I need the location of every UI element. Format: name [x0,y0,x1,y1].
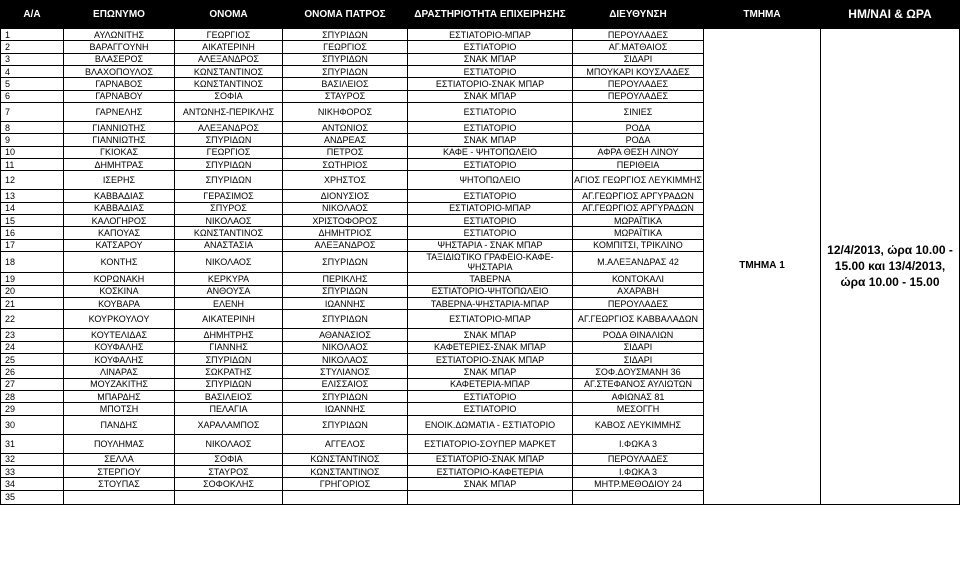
cell-aa: 5 [1,78,64,90]
cell-surname [64,490,175,504]
cell-name: ΣΟΦΙΑ [175,90,283,102]
cell-aa: 13 [1,190,64,202]
cell-activity: ΕΣΤΙΑΤΟΡΙΟ-ΣΝΑΚ ΜΠΑΡ [408,453,573,465]
header-father: ΟΝΟΜΑ ΠΑΤΡΟΣ [283,1,408,29]
cell-father: ΙΩΑΝΝΗΣ [283,297,408,309]
cell-surname: ΓΑΡΝΑΒΟΣ [64,78,175,90]
cell-father: ΣΤΑΥΡΟΣ [283,90,408,102]
cell-aa: 29 [1,403,64,415]
cell-activity: ΕΣΤΙΑΤΟΡΙΟ [408,215,573,227]
cell-address: ΑΓ.ΓΕΩΡΓΙΟΣ ΑΡΓΥΡΑΔΩΝ [573,202,704,214]
cell-activity: ΕΝΟΙΚ.ΔΩΜΑΤΙΑ - ΕΣΤΙΑΤΟΡΙΟ [408,415,573,434]
cell-name: ΣΩΚΡΑΤΗΣ [175,366,283,378]
cell-activity: ΕΣΤΙΑΤΟΡΙΟ [408,122,573,134]
cell-surname: ΚΑΠΟΥΑΣ [64,227,175,239]
cell-name: ΣΠΥΡΙΔΩΝ [175,134,283,146]
cell-address: ΜΠΟΥΚΑΡΙ ΚΟΥΣΛΑΔΕΣ [573,66,704,78]
cell-activity: ΕΣΤΙΑΤΟΡΙΟ [408,159,573,171]
cell-aa: 7 [1,103,64,122]
cell-activity: ΕΣΤΙΑΤΟΡΙΟ-ΣΟΥΠΕΡ ΜΑΡΚΕΤ [408,434,573,453]
cell-address: ΣΙΔΑΡΙ [573,341,704,353]
cell-aa: 32 [1,453,64,465]
cell-surname: ΚΑΒΒΑΔΙΑΣ [64,190,175,202]
cell-father: ΝΙΚΟΛΑΟΣ [283,341,408,353]
cell-aa: 11 [1,159,64,171]
cell-name [175,490,283,504]
cell-aa: 30 [1,415,64,434]
cell-address: ΠΕΡΟΥΛΑΔΕΣ [573,90,704,102]
cell-father: ΔΗΜΗΤΡΙΟΣ [283,227,408,239]
cell-activity: ΕΣΤΙΑΤΟΡΙΟ [408,403,573,415]
cell-father: ΑΛΕΞΑΝΔΡΟΣ [283,239,408,251]
cell-aa: 33 [1,465,64,477]
header-address: ΔΙΕΥΘΥΝΣΗ [573,1,704,29]
cell-father: ΓΡΗΓΟΡΙΟΣ [283,478,408,490]
table-row [1,29,960,41]
cell-aa: 23 [1,329,64,341]
cell-surname: ΚΑΤΣΑΡΟΥ [64,239,175,251]
cell-aa: 10 [1,146,64,158]
cell-address: ΜΕΣΟΓΓΗ [573,403,704,415]
cell-address: ΑΦΡΑ ΘΕΣΗ ΛΙΝΟΥ [573,146,704,158]
cell-name: ΣΠΥΡΙΔΩΝ [175,159,283,171]
cell-surname: ΚΟΡΩΝΑΚΗ [64,273,175,285]
cell-aa: 9 [1,134,64,146]
cell-father: ΣΤΥΛΙΑΝΟΣ [283,366,408,378]
cell-activity: ΕΣΤΙΑΤΟΡΙΟ-ΣΝΑΚ ΜΠΑΡ [408,78,573,90]
header-surname: ΕΠΩΝΥΜΟ [64,1,175,29]
cell-surname: ΣΤΟΥΠΑΣ [64,478,175,490]
cell-aa: 4 [1,66,64,78]
cell-name: ΑΝΘΟΥΣΑ [175,285,283,297]
cell-father: ΝΙΚΗΦΟΡΟΣ [283,103,408,122]
cell-aa: 15 [1,215,64,227]
cell-name: ΚΕΡΚΥΡΑ [175,273,283,285]
cell-father: ΣΠΥΡΙΔΩΝ [283,390,408,402]
cell-surname: ΚΟΥΡΚΟΥΛΟΥ [64,310,175,329]
cell-aa: 3 [1,53,64,65]
cell-father: ΑΝΤΩΝΙΟΣ [283,122,408,134]
cell-address: ΠΕΡΙΘΕΙΑ [573,159,704,171]
cell-activity: ΤΑΒΕΡΝΑ-ΨΗΣΤΑΡΙΑ-ΜΠΑΡ [408,297,573,309]
cell-activity: ΕΣΤΙΑΤΟΡΙΟ [408,190,573,202]
cell-father: ΑΓΓΕΛΟΣ [283,434,408,453]
cell-address: ΚΑΒΟΣ ΛΕΥΚΙΜΜΗΣ [573,415,704,434]
cell-aa: 26 [1,366,64,378]
cell-address: ΣΙΔΑΡΙ [573,353,704,365]
cell-activity: ΣΝΑΚ ΜΠΑΡ [408,134,573,146]
cell-name: ΣΤΑΥΡΟΣ [175,465,283,477]
cell-father: ΕΛΙΣΣΑΙΟΣ [283,378,408,390]
cell-address: ΠΕΡΟΥΛΑΔΕΣ [573,78,704,90]
cell-activity: ΕΣΤΙΑΤΟΡΙΟ-ΜΠΑΡ [408,202,573,214]
cell-activity: ΣΝΑΚ ΜΠΑΡ [408,53,573,65]
cell-father: ΣΠΥΡΙΔΩΝ [283,310,408,329]
cell-name: ΓΙΑΝΝΗΣ [175,341,283,353]
cell-address: ΣΙΔΑΡΙ [573,53,704,65]
cell-activity: ΕΣΤΙΑΤΟΡΙΟ-ΣΝΑΚ ΜΠΑΡ [408,353,573,365]
cell-name: ΝΙΚΟΛΑΟΣ [175,252,283,273]
header-name: ΟΝΟΜΑ [175,1,283,29]
cell-address: ΑΓ.ΓΕΩΡΓΙΟΣ ΚΑΒΒΑΛΑΔΩΝ [573,310,704,329]
cell-father: ΑΝΔΡΕΑΣ [283,134,408,146]
cell-aa: 16 [1,227,64,239]
cell-name: ΕΛΕΝΗ [175,297,283,309]
cell-activity: ΣΝΑΚ ΜΠΑΡ [408,366,573,378]
cell-father: ΣΠΥΡΙΔΩΝ [283,53,408,65]
cell-surname: ΚΑΛΟΓΗΡΟΣ [64,215,175,227]
cell-aa: 21 [1,297,64,309]
cell-aa: 34 [1,478,64,490]
cell-activity: ΕΣΤΙΑΤΟΡΙΟ-ΜΠΑΡ [408,29,573,41]
cell-father: ΝΙΚΟΛΑΟΣ [283,202,408,214]
cell-surname: ΣΤΕΡΓΙΟΥ [64,465,175,477]
cell-activity [408,490,573,504]
cell-address: ΜΗΤΡ.ΜΕΘΟΔΙΟΥ 24 [573,478,704,490]
cell-name: ΠΕΛΑΓΙΑ [175,403,283,415]
header-department: ΤΜΗΜΑ [704,1,821,29]
header-row [1,1,960,29]
cell-aa: 17 [1,239,64,251]
cell-activity: ΤΑΒΕΡΝΑ [408,273,573,285]
cell-surname: ΚΟΣΚΙΝΑ [64,285,175,297]
cell-address: ΜΩΡΑΪΤΙΚΑ [573,215,704,227]
cell-activity: ΕΣΤΙΑΤΟΡΙΟ [408,66,573,78]
datetime-cell: 12/4/2013, ώρα 10.00 - 15.00 και 13/4/2013, ώρα 10.00 - 15.00 [821,29,960,505]
cell-surname: ΜΠΑΡΔΗΣ [64,390,175,402]
cell-activity: ΕΣΤΙΑΤΟΡΙΟ-ΚΑΦΕΤΕΡΙΑ [408,465,573,477]
cell-activity: ΕΣΤΙΑΤΟΡΙΟ-ΜΠΑΡ [408,310,573,329]
cell-aa: 22 [1,310,64,329]
cell-address: ΡΟΔΑ [573,122,704,134]
department-cell: ΤΜΗΜΑ 1 [704,29,821,505]
cell-name: ΑΛΕΞΑΝΔΡΟΣ [175,53,283,65]
cell-surname: ΣΕΛΛΑ [64,453,175,465]
cell-address: Ι.ΦΩΚΑ 3 [573,434,704,453]
cell-address: ΑΦΙΩΝΑΣ 81 [573,390,704,402]
cell-name: ΑΙΚΑΤΕΡΙΝΗ [175,310,283,329]
header-activity: ΔΡΑΣΤΗΡΙΟΤΗΤΑ ΕΠΙΧΕΙΡΗΣΗΣ [408,1,573,29]
cell-father: ΝΙΚΟΛΑΟΣ [283,353,408,365]
cell-address: ΠΕΡΟΥΛΑΔΕΣ [573,29,704,41]
cell-activity: ΤΑΞΙΔΙΩΤΙΚΟ ΓΡΑΦΕΙΟ-ΚΑΦΕ-ΨΗΣΤΑΡΙΑ [408,252,573,273]
cell-name: ΒΑΣΙΛΕΙΟΣ [175,390,283,402]
cell-activity: ΕΣΤΙΑΤΟΡΙΟ [408,390,573,402]
cell-name: ΣΠΥΡΙΔΩΝ [175,378,283,390]
cell-name: ΑΙΚΑΤΕΡΙΝΗ [175,41,283,53]
cell-aa: 28 [1,390,64,402]
cell-address: ΑΓ.ΓΕΩΡΓΙΟΣ ΑΡΓΥΡΑΔΩΝ [573,190,704,202]
cell-name: ΚΩΝΣΤΑΝΤΙΝΟΣ [175,78,283,90]
cell-name: ΣΟΦΙΑ [175,453,283,465]
cell-aa: 24 [1,341,64,353]
cell-surname: ΑΥΛΩΝΙΤΗΣ [64,29,175,41]
cell-surname: ΚΑΒΒΑΔΙΑΣ [64,202,175,214]
cell-father: ΠΕΡΙΚΛΗΣ [283,273,408,285]
cell-surname: ΙΣΕΡΗΣ [64,171,175,190]
cell-activity: ΨΗΤΟΠΩΛΕΙΟ [408,171,573,190]
cell-address: ΣΙΝΙΕΣ [573,103,704,122]
cell-father: ΓΕΩΡΓΙΟΣ [283,41,408,53]
cell-father: ΣΩΤΗΡΙΟΣ [283,159,408,171]
cell-address [573,490,704,504]
cell-father [283,490,408,504]
cell-surname: ΒΑΡΑΓΓΟΥΝΗ [64,41,175,53]
cell-name: ΓΕΩΡΓΙΟΣ [175,29,283,41]
cell-name: ΑΛΕΞΑΝΔΡΟΣ [175,122,283,134]
cell-address: ΚΟΝΤΟΚΑΛΙ [573,273,704,285]
cell-father: ΑΘΑΝΑΣΙΟΣ [283,329,408,341]
cell-aa: 35 [1,490,64,504]
cell-name: ΣΠΥΡΙΔΩΝ [175,353,283,365]
header-aa: Α/Α [1,1,64,29]
cell-address: ΡΟΔΑ ΘΙΝΑΛΙΩΝ [573,329,704,341]
cell-address: ΑΓ.ΣΤΕΦΑΝΟΣ ΑΥΛΙΩΤΩΝ [573,378,704,390]
cell-aa: 2 [1,41,64,53]
cell-name: ΓΕΩΡΓΙΟΣ [175,146,283,158]
cell-surname: ΓΙΑΝΝΙΩΤΗΣ [64,122,175,134]
cell-father: ΧΡΗΣΤΟΣ [283,171,408,190]
cell-aa: 12 [1,171,64,190]
cell-surname: ΓΑΡΝΕΛΗΣ [64,103,175,122]
cell-address: ΑΧΑΡΑΒΗ [573,285,704,297]
cell-surname: ΠΟΥΛΗΜΑΣ [64,434,175,453]
cell-address: ΡΟΔΑ [573,134,704,146]
cell-name: ΣΠΥΡΟΣ [175,202,283,214]
cell-address: ΜΩΡΑΪΤΙΚΑ [573,227,704,239]
cell-surname: ΓΚΙΟΚΑΣ [64,146,175,158]
cell-address: ΑΓ.ΜΑΤΘΑΙΟΣ [573,41,704,53]
cell-activity: ΕΣΤΙΑΤΟΡΙΟ-ΨΗΤΟΠΩΛΕΙΟ [408,285,573,297]
cell-activity: ΕΣΤΙΑΤΟΡΙΟ [408,41,573,53]
cell-aa: 20 [1,285,64,297]
cell-aa: 27 [1,378,64,390]
cell-father: ΣΠΥΡΙΔΩΝ [283,66,408,78]
cell-surname: ΛΙΝΑΡΑΣ [64,366,175,378]
cell-aa: 1 [1,29,64,41]
cell-surname: ΒΛΑΧΟΠΟΥΛΟΣ [64,66,175,78]
cell-name: ΚΩΝΣΤΑΝΤΙΝΟΣ [175,66,283,78]
cell-father: ΔΙΟΝΥΣΙΟΣ [283,190,408,202]
cell-address: ΣΟΦ.ΔΟΥΣΜΑΝΗ 36 [573,366,704,378]
cell-father: ΧΡΙΣΤΟΦΟΡΟΣ [283,215,408,227]
cell-surname: ΜΠΟΤΣΗ [64,403,175,415]
cell-surname: ΠΑΝΔΗΣ [64,415,175,434]
cell-activity: ΕΣΤΙΑΤΟΡΙΟ [408,103,573,122]
cell-address: Μ.ΑΛΕΞΑΝΔΡΑΣ 42 [573,252,704,273]
cell-name: ΝΙΚΟΛΑΟΣ [175,215,283,227]
cell-father: ΣΠΥΡΙΔΩΝ [283,29,408,41]
cell-name: ΧΑΡΑΛΑΜΠΟΣ [175,415,283,434]
table-body [1,29,960,505]
cell-activity: ΕΣΤΙΑΤΟΡΙΟ [408,227,573,239]
cell-father: ΒΑΣΙΛΕΙΟΣ [283,78,408,90]
cell-surname: ΒΛΑΣΕΡΟΣ [64,53,175,65]
cell-name: ΑΝΤΩΝΗΣ-ΠΕΡΙΚΛΗΣ [175,103,283,122]
cell-name: ΣΟΦΟΚΛΗΣ [175,478,283,490]
cell-name: ΣΠΥΡΙΔΩΝ [175,171,283,190]
cell-aa: 14 [1,202,64,214]
cell-father: ΠΕΤΡΟΣ [283,146,408,158]
cell-name: ΚΩΝΣΤΑΝΤΙΝΟΣ [175,227,283,239]
cell-aa: 25 [1,353,64,365]
cell-aa: 31 [1,434,64,453]
cell-father: ΣΠΥΡΙΔΩΝ [283,285,408,297]
cell-father: ΚΩΝΣΤΑΝΤΙΝΟΣ [283,465,408,477]
cell-activity: ΚΑΦΕΤΕΡΙΑ-ΜΠΑΡ [408,378,573,390]
cell-address: Ι.ΦΩΚΑ 3 [573,465,704,477]
cell-name: ΔΗΜΗΤΡΗΣ [175,329,283,341]
cell-aa: 19 [1,273,64,285]
cell-activity: ΨΗΣΤΑΡΙΑ - ΣΝΑΚ ΜΠΑΡ [408,239,573,251]
cell-surname: ΚΟΥΤΕΛΙΔΑΣ [64,329,175,341]
cell-surname: ΜΟΥΖΑΚΙΤΗΣ [64,378,175,390]
cell-surname: ΚΟΝΤΗΣ [64,252,175,273]
cell-activity: ΣΝΑΚ ΜΠΑΡ [408,329,573,341]
cell-aa: 6 [1,90,64,102]
cell-surname: ΚΟΥΒΑΡΑ [64,297,175,309]
cell-surname: ΚΟΥΦΑΛΗΣ [64,341,175,353]
cell-surname: ΓΙΑΝΝΙΩΤΗΣ [64,134,175,146]
cell-name: ΓΕΡΑΣΙΜΟΣ [175,190,283,202]
cell-activity: ΚΑΦΕΤΕΡΙΕΣ-ΣΝΑΚ ΜΠΑΡ [408,341,573,353]
cell-name: ΑΝΑΣΤΑΣΙΑ [175,239,283,251]
cell-aa: 8 [1,122,64,134]
cell-name: ΝΙΚΟΛΑΟΣ [175,434,283,453]
cell-address: ΚΟΜΠΙΤΣΙ, ΤΡΙΚΛΙΝΟ [573,239,704,251]
cell-activity: ΣΝΑΚ ΜΠΑΡ [408,90,573,102]
cell-activity: ΣΝΑΚ ΜΠΑΡ [408,478,573,490]
header-datetime: ΗΜ/ΝΑΙ & ΩΡΑ [821,1,960,29]
cell-surname: ΔΗΜΗΤΡΑΣ [64,159,175,171]
cell-father: ΣΠΥΡΙΔΩΝ [283,252,408,273]
cell-surname: ΓΑΡΝΑΒΟΥ [64,90,175,102]
cell-aa: 18 [1,252,64,273]
cell-father: ΙΩΑΝΝΗΣ [283,403,408,415]
cell-address: ΑΓΙΟΣ ΓΕΩΡΓΙΟΣ ΛΕΥΚΙΜΜΗΣ [573,171,704,190]
cell-surname: ΚΟΥΦΑΛΗΣ [64,353,175,365]
cell-activity: ΚΑΦΕ - ΨΗΤΟΠΩΛΕΙΟ [408,146,573,158]
cell-address: ΠΕΡΟΥΛΑΔΕΣ [573,453,704,465]
cell-father: ΣΠΥΡΙΔΩΝ [283,415,408,434]
cell-address: ΠΕΡΟΥΛΑΔΕΣ [573,297,704,309]
cell-father: ΚΩΝΣΤΑΝΤΙΝΟΣ [283,453,408,465]
